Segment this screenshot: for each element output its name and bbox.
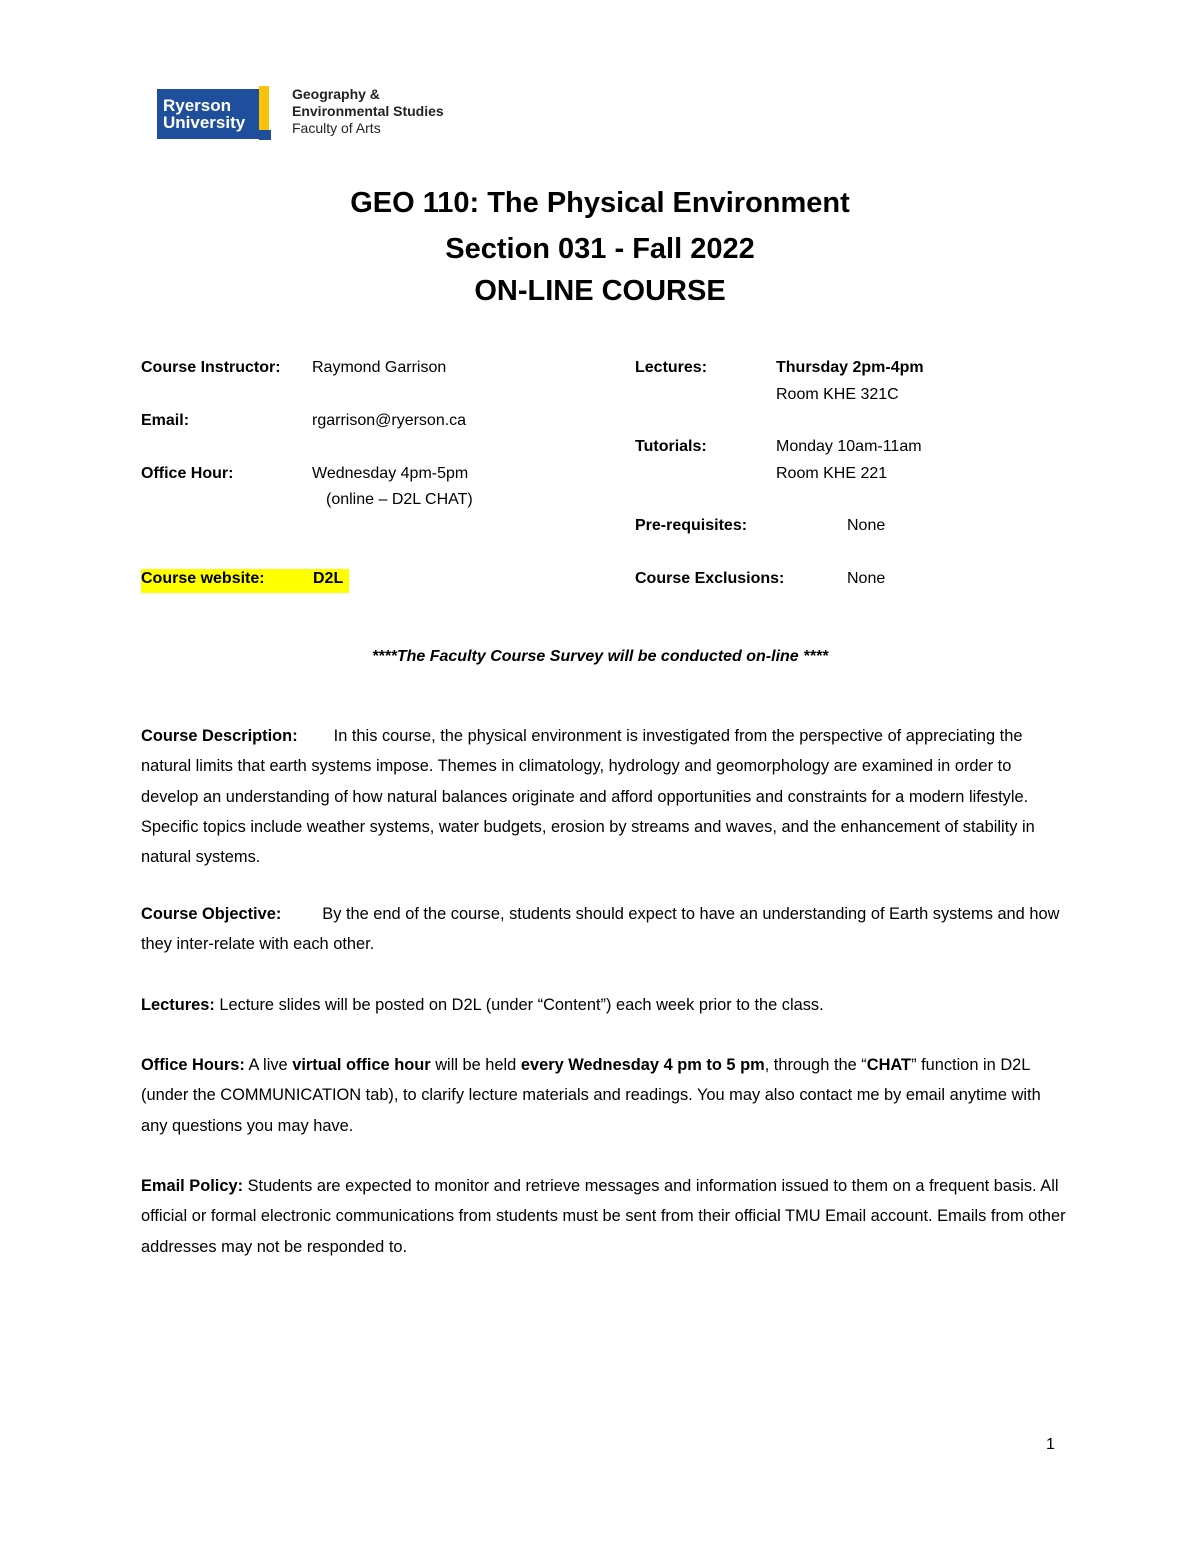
course-mode: ON-LINE COURSE <box>474 275 726 307</box>
lectures-paragraph-text: Lecture slides will be posted on D2L (under “Content”) each week prior to the class. <box>214 996 824 1014</box>
course-description-text: In this course, the physical environment is investigated from the perspective of appreciating the natural limits that earth systems impose. Themes in climatology, hydrology and geomorphology are examined in order to develop an understanding of how natural balances originate and afford opportunities and constraints for a modern lifestyle. Specific topics include weather systems, water budgets, erosion by streams and waves, and the enhancement of stability in natural systems. <box>141 727 1035 867</box>
survey-notice: ****The Faculty Course Survey will be conducted on-line **** <box>371 648 829 665</box>
faculty-name: Faculty of Arts <box>292 120 381 136</box>
office-hours-text-3: , through the “ <box>764 1056 867 1074</box>
course-objective <box>141 899 1066 960</box>
email-policy-text: Students are expected to monitor and retrieve messages and information issued to them on a frequent basis. All official or formal electronic communications from students must be sent from their official TMU Email account. Emails from other addresses may not be responded to. <box>141 1177 1066 1256</box>
office-hours-paragraph <box>141 1050 1066 1141</box>
course-section: Section 031 - Fall 2022 <box>445 233 755 265</box>
instructor-value: Raymond Garrison <box>312 359 447 376</box>
email-policy-label: Email Policy: <box>141 1177 244 1195</box>
course-objective-text: By the end of the course, students should expect to have an understanding of Earth systems and how they inter-relate with each other. <box>141 905 1060 954</box>
course-title: GEO 110: The Physical Environment <box>350 187 850 219</box>
tutorials-room: Room KHE 221 <box>776 465 888 482</box>
prereq-label: Pre-requisites: <box>635 517 748 534</box>
office-hours-bold-2: every Wednesday 4 pm to 5 pm <box>520 1056 765 1074</box>
office-hours-text-1: A live <box>244 1056 293 1074</box>
prereq-value: None <box>847 517 886 534</box>
instructor-label: Course Instructor: <box>141 359 281 376</box>
logo-line1: Ryerson <box>163 96 232 115</box>
department-name <box>292 86 444 137</box>
university-logo <box>157 86 497 142</box>
office-hour-value: Wednesday 4pm-5pm <box>312 465 469 482</box>
office-hours-bold-1: virtual office hour <box>292 1056 431 1074</box>
website-value[interactable]: D2L <box>313 570 344 587</box>
email-value[interactable]: rgarrison@ryerson.ca <box>312 412 467 429</box>
logo-wordmark <box>157 89 259 139</box>
lectures-paragraph-label: Lectures: <box>141 996 215 1014</box>
lectures-label: Lectures: <box>635 359 708 376</box>
exclusions-label: Course Exclusions: <box>635 570 785 587</box>
office-hours-bold-3: CHAT <box>866 1056 912 1074</box>
page-number: 1 <box>1046 1436 1055 1453</box>
lectures-paragraph <box>141 990 1066 1020</box>
exclusions-value: None <box>847 570 886 587</box>
tutorials-time: Monday 10am-11am <box>776 438 922 455</box>
logo-yellow-bar <box>259 86 269 130</box>
course-description-label: Course Description: <box>141 727 298 745</box>
office-hours-text-4: ” function in D2L (under the COMMUNICATION tab), to clarify lecture materials and readings. You may also contact me by email anytime with any questions you may have. <box>141 1056 1041 1135</box>
lectures-time: Thursday 2pm-4pm <box>776 359 924 376</box>
logo-blue-notch <box>259 130 271 140</box>
office-hour-label: Office Hour: <box>141 465 234 482</box>
lectures-room: Room KHE 321C <box>776 386 899 403</box>
logo-line2: University <box>163 113 246 132</box>
department-line1: Geography & <box>292 86 380 102</box>
office-hour-location: (online – D2L CHAT) <box>326 491 473 508</box>
email-policy-paragraph <box>141 1171 1066 1262</box>
website-label: Course website: <box>141 570 265 587</box>
email-label: Email: <box>141 412 190 429</box>
office-hours-label: Office Hours: <box>141 1056 245 1074</box>
course-objective-label: Course Objective: <box>141 905 282 923</box>
course-description <box>141 721 1066 872</box>
office-hours-text-2: will be held <box>430 1056 521 1074</box>
tutorials-label: Tutorials: <box>635 438 707 455</box>
department-line2: Environmental Studies <box>292 103 444 119</box>
